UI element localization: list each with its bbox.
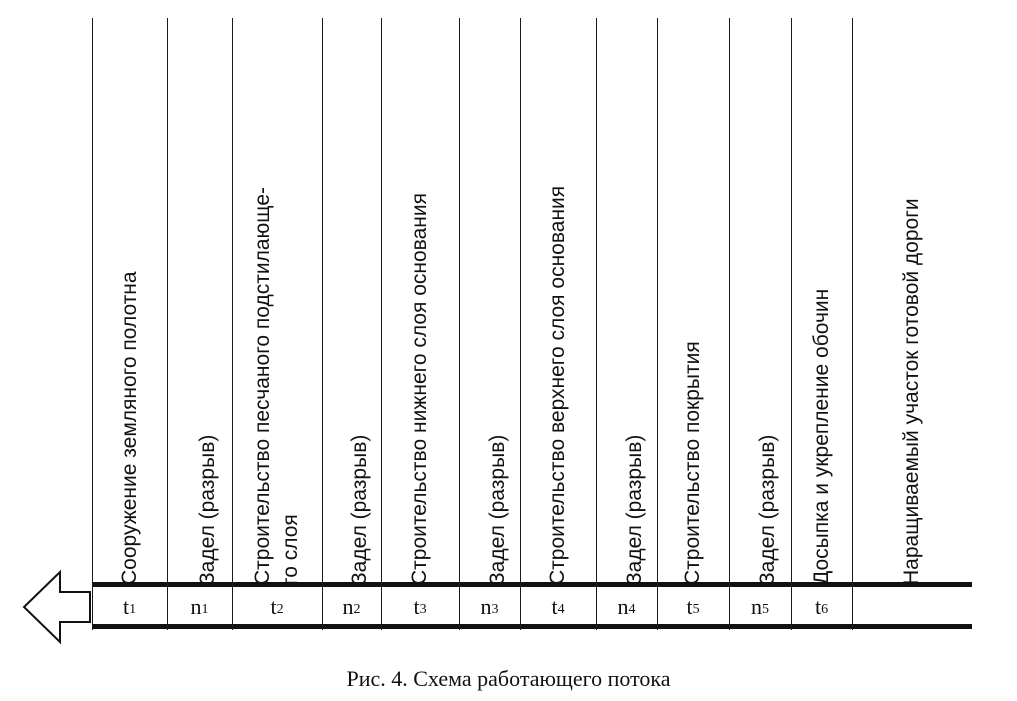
column-label [657,30,729,585]
column-label [729,30,791,585]
column-label-line: Строительство песчаного подстилающе- [251,187,274,585]
time-symbol: n [190,594,202,619]
time-index: 4 [628,602,636,617]
time-cell [167,588,232,626]
time-cell [852,588,972,626]
time-index: 6 [821,602,829,617]
column-label [791,30,852,585]
column-label-line: Задел (разрыв) [347,434,371,585]
time-index: 3 [419,602,427,617]
column-label-line: Наращиваемый участок готовой дороги [900,198,923,585]
column-label-line: Строительство покрытия [681,341,704,585]
column-label [520,30,596,585]
time-symbol: n [751,594,762,619]
left-arrow-icon [20,568,92,646]
time-index: 2 [276,602,284,617]
column-label-line: Задел (разрыв) [195,434,219,585]
time-symbol: n [617,594,629,619]
time-index: 1 [129,602,137,617]
column-label-line: Досыпка и укрепление обочин [809,288,833,585]
time-symbol: t [270,594,277,619]
time-symbol: t [122,594,130,619]
column-label [596,30,657,585]
time-index: 2 [353,602,361,617]
time-cell [657,588,729,626]
column-label [322,30,381,585]
column-label-line: Сооружение земляного полотна [117,271,141,585]
time-index: 5 [692,602,700,617]
column-label-line: Задел (разрыв) [756,434,779,585]
figure-caption: Рис. 4. Схема работающего потока [346,666,671,691]
time-cell [232,588,322,626]
time-symbol: t [551,594,558,619]
time-index: 1 [201,602,209,617]
time-cell [92,588,167,626]
time-cell [322,588,381,626]
time-symbol: t [413,594,420,619]
column-label-line: Задел (разрыв) [622,434,646,585]
column-label [852,30,972,585]
column-label [232,30,322,585]
time-index: 4 [557,602,565,617]
column-label-line: го слоя [279,514,302,585]
time-cell [381,588,459,626]
column-label [167,30,232,585]
time-symbol: t [814,594,822,619]
time-index: 5 [762,602,769,617]
column-label [381,30,459,585]
time-symbol: n [480,594,492,619]
time-cell [596,588,657,626]
time-index: 3 [491,602,499,617]
time-cell [791,588,852,626]
column-label-line: Строительство верхнего слоя основания [546,185,569,585]
time-symbol: n [342,594,354,619]
column-label [92,30,167,585]
column-label-line: Строительство нижнего слоя основания [408,193,431,585]
time-cell [520,588,596,626]
time-symbol: t [686,594,693,619]
column-label [459,30,520,585]
column-label-line: Задел (разрыв) [485,434,509,585]
time-cell [459,588,520,626]
time-cell [729,588,791,626]
